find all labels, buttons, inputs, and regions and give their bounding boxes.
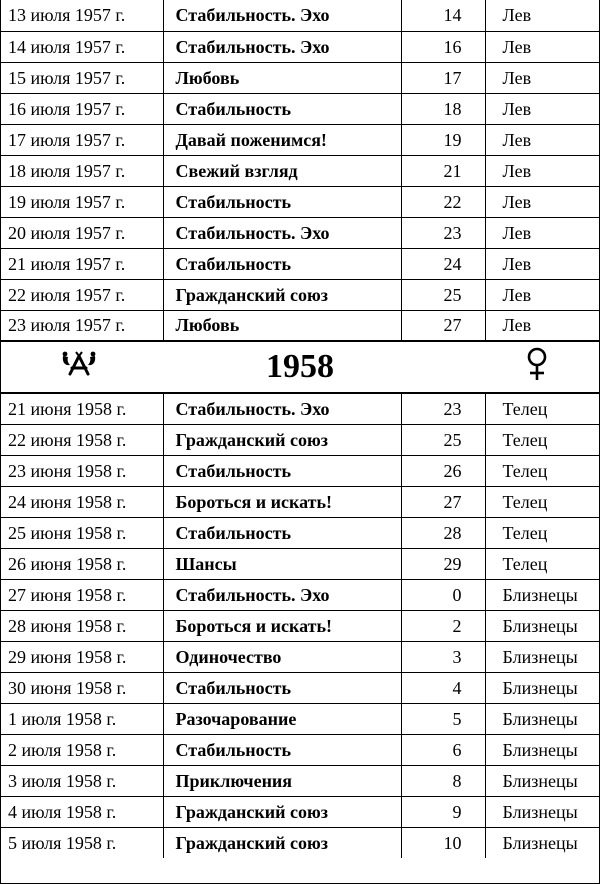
date-cell: 22 июня 1958 г.: [1, 424, 163, 455]
zodiac-sign-cell: Близнецы: [485, 641, 599, 672]
number-cell: 27: [401, 486, 485, 517]
rows-1958: [1, 393, 599, 858]
zodiac-sign-cell: Близнецы: [485, 796, 599, 827]
date-cell: 25 июня 1958 г.: [1, 517, 163, 548]
table-row: [1, 765, 599, 796]
table-row: [1, 517, 599, 548]
date-cell: 28 июня 1958 г.: [1, 610, 163, 641]
table-row: [1, 579, 599, 610]
description-cell: Любовь: [163, 310, 401, 341]
description-cell: Стабильность: [163, 672, 401, 703]
number-cell: 25: [401, 424, 485, 455]
horoscope-table: [1, 0, 599, 858]
number-cell: 3: [401, 641, 485, 672]
year-header-row: [1, 341, 599, 393]
table-row: [1, 0, 599, 31]
table-row: [1, 124, 599, 155]
table-row: [1, 424, 599, 455]
zodiac-sign-cell: Лев: [485, 155, 599, 186]
date-cell: 4 июля 1958 г.: [1, 796, 163, 827]
zodiac-sign-cell: Лев: [485, 62, 599, 93]
number-cell: 10: [401, 827, 485, 858]
table-row: [1, 217, 599, 248]
date-cell: 3 июля 1958 г.: [1, 765, 163, 796]
zodiac-sign-cell: Лев: [485, 186, 599, 217]
description-cell: Стабильность: [163, 248, 401, 279]
number-cell: 5: [401, 703, 485, 734]
description-cell: Стабильность. Эхо: [163, 0, 401, 31]
description-cell: Любовь: [163, 62, 401, 93]
zodiac-sign-cell: Лев: [485, 31, 599, 62]
table-row: [1, 641, 599, 672]
date-cell: 24 июня 1958 г.: [1, 486, 163, 517]
number-cell: 26: [401, 455, 485, 486]
number-cell: 28: [401, 517, 485, 548]
zodiac-sign-cell: Телец: [485, 424, 599, 455]
year-header-cell: [1, 341, 599, 393]
date-cell: 21 июня 1958 г.: [1, 393, 163, 424]
table-row: [1, 93, 599, 124]
description-cell: Шансы: [163, 548, 401, 579]
number-cell: 8: [401, 765, 485, 796]
number-cell: 2: [401, 610, 485, 641]
table-row: [1, 62, 599, 93]
number-cell: 6: [401, 734, 485, 765]
date-cell: 29 июня 1958 г.: [1, 641, 163, 672]
description-cell: Стабильность: [163, 455, 401, 486]
description-cell: Стабильность. Эхо: [163, 393, 401, 424]
date-cell: 26 июня 1958 г.: [1, 548, 163, 579]
zodiac-sign-cell: Лев: [485, 248, 599, 279]
table-row: [1, 548, 599, 579]
zodiac-sign-cell: Близнецы: [485, 703, 599, 734]
number-cell: 23: [401, 217, 485, 248]
zodiac-sign-cell: Близнецы: [485, 765, 599, 796]
date-cell: 23 июня 1958 г.: [1, 455, 163, 486]
number-cell: 29: [401, 548, 485, 579]
table-row: [1, 672, 599, 703]
zodiac-sign-cell: Телец: [485, 455, 599, 486]
description-cell: Стабильность. Эхо: [163, 217, 401, 248]
table-row: [1, 279, 599, 310]
description-cell: Бороться и искать!: [163, 486, 401, 517]
number-cell: 21: [401, 155, 485, 186]
venus-symbol-icon: [525, 347, 549, 381]
description-cell: Гражданский союз: [163, 424, 401, 455]
number-cell: 16: [401, 31, 485, 62]
description-cell: Гражданский союз: [163, 279, 401, 310]
date-cell: 13 июля 1957 г.: [8, 5, 126, 26]
description-cell: Гражданский союз: [163, 827, 401, 858]
table-row: [1, 796, 599, 827]
table-row: [1, 455, 599, 486]
description-cell: Стабильность: [163, 186, 401, 217]
date-cell: 18 июля 1957 г.: [1, 155, 163, 186]
description-cell: Стабильность: [163, 517, 401, 548]
zodiac-sign-cell: Близнецы: [485, 672, 599, 703]
number-cell: 0: [401, 579, 485, 610]
zodiac-sign-cell: Телец: [485, 548, 599, 579]
number-cell: 18: [401, 93, 485, 124]
zodiac-sign-cell: Близнецы: [485, 579, 599, 610]
number-cell: 25: [401, 279, 485, 310]
zodiac-sign-cell: Близнецы: [485, 827, 599, 858]
description-cell: Стабильность. Эхо: [163, 31, 401, 62]
table-row: [1, 248, 599, 279]
number-cell: 4: [401, 672, 485, 703]
number-cell: 9: [401, 796, 485, 827]
zodiac-sign-cell: Лев: [485, 124, 599, 155]
description-cell: Приключения: [163, 765, 401, 796]
table-row: [1, 393, 599, 424]
date-cell: 15 июля 1957 г.: [1, 62, 163, 93]
year-header: [1, 341, 599, 393]
date-cell: 21 июля 1957 г.: [1, 248, 163, 279]
date-cell: 23 июля 1957 г.: [1, 310, 163, 341]
description-cell: Бороться и искать!: [163, 610, 401, 641]
table-row: [1, 703, 599, 734]
number-cell: 27: [401, 310, 485, 341]
zodiac-sign-cell: Телец: [485, 486, 599, 517]
description-cell: Разочарование: [163, 703, 401, 734]
date-cell: 19 июля 1957 г.: [1, 186, 163, 217]
zodiac-sign-cell: Лев: [485, 310, 599, 341]
date-cell: 30 июня 1958 г.: [1, 672, 163, 703]
number-cell: 19: [401, 124, 485, 155]
number-cell: 24: [401, 248, 485, 279]
description-cell: Стабильность: [163, 734, 401, 765]
description-cell: Одиночество: [163, 641, 401, 672]
description-cell: Гражданский союз: [163, 796, 401, 827]
zodiac-sign-cell: Лев: [485, 279, 599, 310]
date-cell: 17 июля 1957 г.: [1, 124, 163, 155]
zodiac-sign-cell: Лев: [485, 0, 599, 31]
number-cell: 17: [401, 62, 485, 93]
snake-demon-icon: [61, 350, 97, 378]
table-row: [1, 186, 599, 217]
date-cell: 2 июля 1958 г.: [1, 734, 163, 765]
table-row: [1, 310, 599, 341]
date-cell: 1 июля 1958 г.: [1, 703, 163, 734]
table-row: [1, 734, 599, 765]
date-cell: 20 июля 1957 г.: [1, 217, 163, 248]
description-cell: Свежий взгляд: [163, 155, 401, 186]
description-cell: Стабильность: [163, 93, 401, 124]
table-row: [1, 827, 599, 858]
year-label: 1958: [266, 348, 334, 385]
zodiac-sign-cell: Телец: [485, 393, 599, 424]
zodiac-sign-cell: Близнецы: [485, 610, 599, 641]
table-row: [1, 31, 599, 62]
zodiac-sign-cell: Телец: [485, 517, 599, 548]
zodiac-sign-cell: Близнецы: [485, 734, 599, 765]
date-cell: 16 июля 1957 г.: [1, 93, 163, 124]
zodiac-sign-cell: Лев: [485, 93, 599, 124]
description-cell: Давай поженимся!: [163, 124, 401, 155]
date-cell: 5 июля 1958 г.: [1, 827, 163, 858]
date-cell: 22 июля 1957 г.: [1, 279, 163, 310]
number-cell: 22: [401, 186, 485, 217]
description-cell: Стабильность. Эхо: [163, 579, 401, 610]
zodiac-sign-cell: Лев: [485, 217, 599, 248]
date-cell: 27 июня 1958 г.: [1, 579, 163, 610]
table-row: [1, 486, 599, 517]
number-cell: 23: [401, 393, 485, 424]
table-row: [1, 155, 599, 186]
table-row: [1, 610, 599, 641]
number-cell: 14: [401, 0, 485, 31]
rows-1957: [1, 0, 599, 341]
date-cell: 14 июля 1957 г.: [1, 31, 163, 62]
